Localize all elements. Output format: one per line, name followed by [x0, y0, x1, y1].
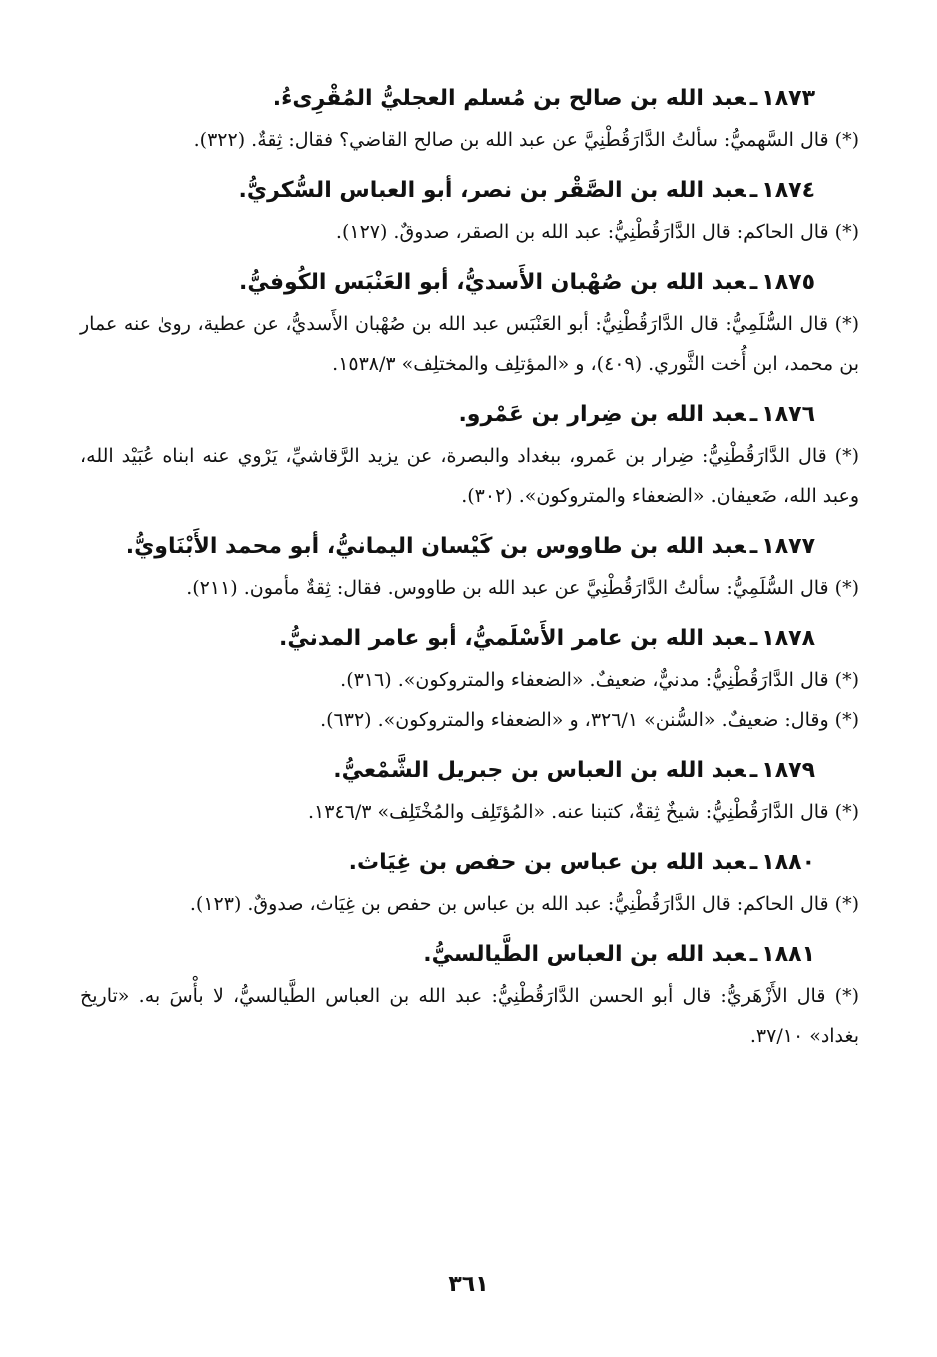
- entry-name: عبد الله بن طاووس بن كَيْسان اليمانيُّ، أبو محمد الأَبْنَاويُّ.: [125, 534, 746, 559]
- entry-spacer: [80, 740, 859, 750]
- entry-text: (*) قال الدَّارَقُطْنِيُّ: ضِرار بن عَمرو، ببغداد والبصرة، عن يزيد الرَّقاشيِّ، يَرْوي عنه ابناه عُبَيْد الله، وعبد الله، ضَعيفان. «الضعفاء والمتروكون». (٣٠٢).: [80, 445, 859, 507]
- entry-text: (*) قال السُّلَمِيُّ: قال الدَّارَقُطْنِيُّ: أبو العَنْبَس عبد الله بن صُهْبان الأَسديُّ، عن عطية، روىٰ عنه عمار بن محمد، ابن أُخت الثَّوري. (٤٠٩)، و «المؤتلِف والمختلِف» ١٥٣٨/٣.: [80, 313, 859, 375]
- entry-text: (*) قال الحاكم: قال الدَّارَقُطْنِيُّ: عبد الله بن عباس بن حفص بن غِيَاث، صدوقٌ. (١٢٣).: [189, 893, 859, 915]
- entry-1875: [80, 262, 859, 384]
- entry-separator: ـ: [749, 850, 758, 875]
- entry-spacer: [80, 160, 859, 170]
- page-number: ٣٦١: [448, 1272, 489, 1297]
- entry-spacer: [80, 832, 859, 842]
- entry-number: ١٨٨٠: [761, 850, 815, 875]
- entry-heading: [80, 394, 859, 436]
- entry-1873: [80, 78, 859, 160]
- entry-text: (*) قال الدَّارَقُطْنِيُّ: مدنيٌّ، ضعيفٌ. «الضعفاء والمتروكون». (٣١٦).: [340, 669, 859, 691]
- entry-heading: [80, 750, 859, 792]
- entry-name: عبد الله بن صالح بن مُسلم العجليُّ المُقْرِىءُ.: [272, 86, 746, 111]
- entry-number: ١٨٧٨: [761, 626, 815, 651]
- entry-1876: [80, 394, 859, 516]
- entry-name: عبد الله بن العباس بن جبريل الشَّمْعيُّ.: [333, 758, 746, 783]
- entry-separator: ـ: [749, 178, 758, 203]
- entry-separator: ـ: [749, 402, 758, 427]
- entry-1881: [80, 934, 859, 1056]
- entry-number: ١٨٧٥: [761, 270, 815, 295]
- entry-text: (*) قال الحاكم: قال الدَّارَقُطْنِيُّ: عبد الله بن الصقر، صدوقٌ. (١٢٧).: [335, 221, 859, 243]
- entry-text: (*) قال السُّلَمِيُّ: سألتُ الدَّارَقُطْنِيَّ عن عبد الله بن طاووس. فقال: ثِقةٌ مأمون. (٢١١).: [186, 577, 859, 599]
- entry-1874: [80, 170, 859, 252]
- entry-1877: [80, 526, 859, 608]
- entry-name: عبد الله بن صُهْبان الأَسديُّ، أبو العَنْبَس الكُوفيُّ.: [238, 270, 746, 295]
- page-body: [80, 78, 859, 1357]
- entry-1879: [80, 750, 859, 832]
- entry-spacer: [80, 924, 859, 934]
- entry-name: عبد الله بن عباس بن حفص بن غِيَاث.: [348, 850, 746, 875]
- entry-heading: [80, 934, 859, 976]
- entry-text: (*) وقال: ضعيفٌ. «السُّنن» ٣٢٦/١، و «الضعفاء والمتروكون». (٦٣٢).: [320, 709, 859, 731]
- entry-spacer: [80, 384, 859, 394]
- entry-number: ١٨٧٤: [761, 178, 815, 203]
- entry-text: (*) قال الدَّارَقُطْنِيُّ: شيخٌ ثِقةٌ، كتبنا عنه. «المُؤتَلِف والمُخْتَلِف» ١٣٤٦/٣.: [308, 801, 859, 823]
- entry-name: عبد الله بن ضِرار بن عَمْرو.: [458, 402, 746, 427]
- entry-spacer: [80, 608, 859, 618]
- entry-number: ١٨٧٦: [761, 402, 815, 427]
- entry-separator: ـ: [749, 626, 758, 651]
- entry-heading: [80, 618, 859, 660]
- entry-separator: ـ: [749, 86, 758, 111]
- entry-separator: ـ: [749, 534, 758, 559]
- entry-heading: [80, 262, 859, 304]
- entry-heading: [80, 78, 859, 120]
- entry-text: (*) قال السَّهميُّ: سألتُ الدَّارَقُطْنِيَّ عن عبد الله بن صالح القاضي؟ فقال: ثِقةٌ. (٣٢٢).: [193, 129, 859, 151]
- entry-name: عبد الله بن عامر الأَسْلَميُّ، أبو عامر المدنيُّ.: [279, 626, 746, 651]
- entry-spacer: [80, 516, 859, 526]
- entry-number: ١٨٨١: [761, 942, 815, 967]
- entry-heading: [80, 526, 859, 568]
- entry-name: عبد الله بن الصَّقْر بن نصر، أبو العباس السُّكريُّ.: [238, 178, 746, 203]
- entry-separator: ـ: [749, 942, 758, 967]
- entry-heading: [80, 842, 859, 884]
- entry-separator: ـ: [749, 758, 758, 783]
- entry-number: ١٨٧٧: [761, 534, 815, 559]
- entry-separator: ـ: [749, 270, 758, 295]
- entry-text: (*) قال الأَزْهَريُّ: قال أبو الحسن الدَّارَقُطْنِيُّ: عبد الله بن العباس الطَّيالسيُّ، لا بأْسَ به. «تاريخ بغداد» ٣٧/١٠.: [80, 985, 859, 1047]
- entry-name: عبد الله بن العباس الطَّيالسيُّ.: [423, 942, 746, 967]
- entry-1880: [80, 842, 859, 924]
- entry-number: ١٨٧٣: [761, 86, 815, 111]
- entry-heading: [80, 170, 859, 212]
- entry-number: ١٨٧٩: [761, 758, 815, 783]
- entry-spacer: [80, 252, 859, 262]
- entry-1878: [80, 618, 859, 740]
